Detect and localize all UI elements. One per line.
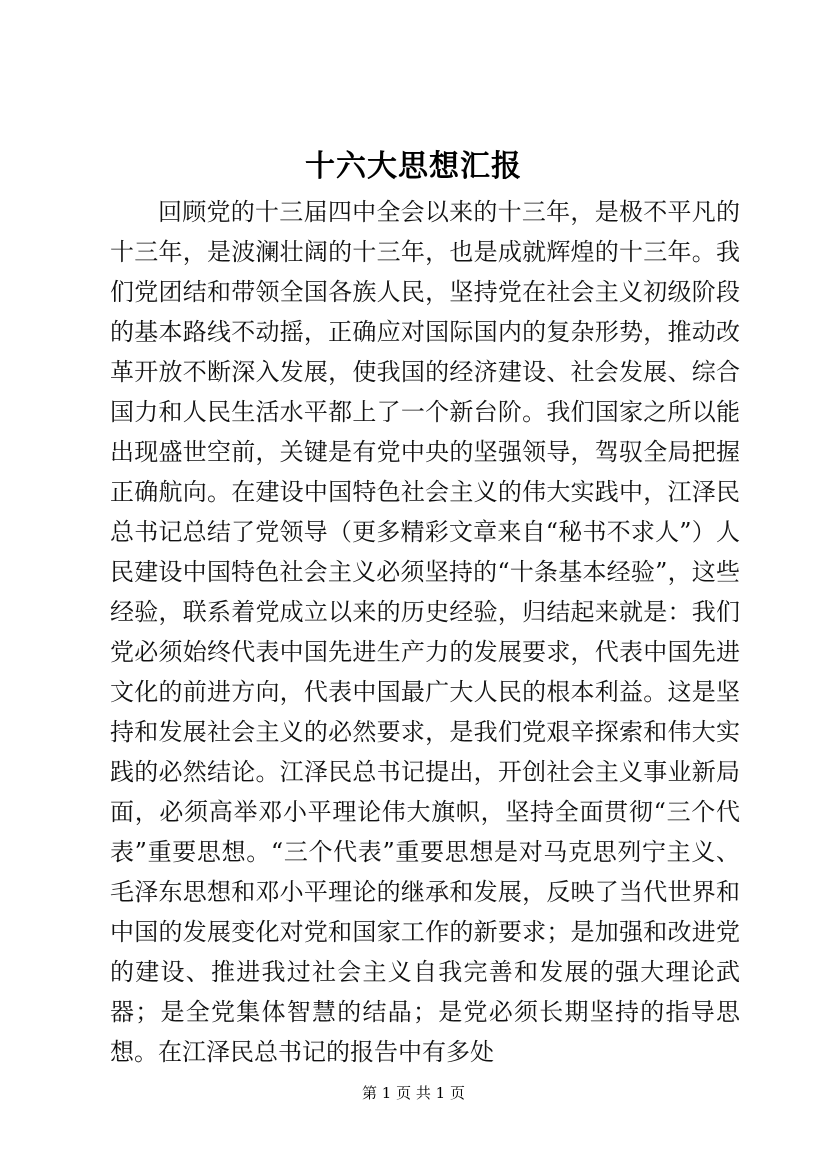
document-title: 十六大思想汇报 [305, 149, 522, 184]
page-footer: 第 1 页 共 1 页 [362, 1084, 465, 1102]
body-paragraph: 回顾党的十三届四中全会以来的十三年，是极不平凡的十三年，是波澜壮阔的十三年，也是成就辉煌的十三年。我们党团结和带领全国各族人民，坚持党在社会主义初级阶段的基本路线不动摇，正确应对国际国内的复杂形势，推动改革开放不断深入发展，使我国的经济建设、社会发展、综合国力和人民生活水平都上了一个新台阶。我们国家之所以能出现盛世空前，关键是有党中央的坚强领导，驾驭全局把握正确航向。在建设中国特色社会主义的伟大实践中，江泽民总书记总结了党领导（更多精彩文章来自“秘书不求人”）人民建设中国特色社会主义必须坚持的“十条基本经验”，这些经验，联系着党成立以来的历史经验，归结起来就是：我们党必须始终代表中国先进生产力的发展要求，代表中国先进文化的前进方向，代表中国最广大人民的根本利益。这是坚持和发展社会主义的必然要求，是我们党艰辛探索和伟大实践的必然结论。江泽民总书记提出，开创社会主义事业新局面，必须高举邓小平理论伟大旗帜，坚持全面贯彻“三个代表”重要思想。“三个代表”重要思想是对马克思列宁主义、毛泽东思想和邓小平理论的继承和发展，反映了当代世界和中国的发展变化对党和国家工作的新要求；是加强和改进党的建设、推进我过社会主义自我完善和发展的强大理论武器；是全党集体智慧的结晶；是党必须长期坚持的指导思想。在江泽民总书记的报告中有多处 [110, 198, 740, 1066]
